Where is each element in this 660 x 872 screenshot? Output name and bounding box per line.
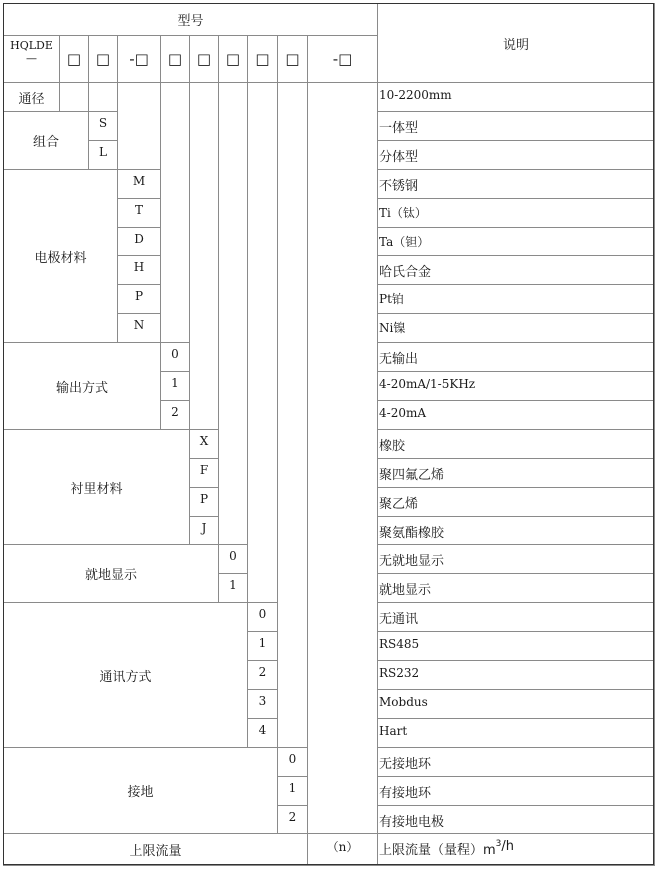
grounding-code: 1 — [277, 776, 308, 806]
description-title: 说明 — [377, 3, 655, 83]
model-prefix — [3, 35, 60, 83]
flow-desc-prefix: 上限流量（量程）m — [379, 843, 496, 858]
comm-description: Hart — [377, 718, 655, 748]
model-prefix-dash: — — [26, 52, 37, 65]
comm-code: 2 — [247, 660, 278, 690]
output-code: 0 — [160, 342, 190, 372]
electrode-description: Ti（钛） — [377, 198, 655, 228]
flow-label: 上限流量 — [3, 833, 308, 866]
display-code: 0 — [218, 544, 248, 574]
comm-description: 无通讯 — [377, 602, 655, 632]
display-label: 就地显示 — [3, 544, 219, 603]
comm-description: RS232 — [377, 660, 655, 690]
col-electrode-spacer — [117, 82, 161, 170]
flow-code: （n） — [307, 833, 378, 866]
model-prefix-code: HQLDE — [10, 39, 53, 52]
flow-desc-suffix: /h — [501, 839, 515, 854]
electrode-code: D — [117, 227, 161, 256]
electrode-code: N — [117, 313, 161, 343]
col-grounding-spacer — [277, 82, 308, 748]
diameter-label: 通径 — [3, 82, 60, 112]
slot-flow: -□ — [307, 35, 378, 83]
slot-grounding: □ — [247, 35, 278, 83]
comm-description: RS485 — [377, 631, 655, 661]
diameter-blank — [88, 82, 118, 112]
electrode-label: 电极材料 — [3, 169, 118, 343]
lining-label: 衬里材料 — [3, 429, 190, 545]
display-description: 无就地显示 — [377, 544, 655, 574]
slot-lining: □ — [160, 35, 190, 83]
diameter-blank — [59, 82, 89, 112]
electrode-code: T — [117, 198, 161, 228]
combination-description: 分体型 — [377, 140, 655, 170]
slot-combination: □ — [59, 35, 89, 83]
grounding-code: 2 — [277, 805, 308, 834]
col-lining-spacer — [189, 82, 219, 430]
electrode-code: H — [117, 255, 161, 285]
col-comm-spacer — [247, 82, 278, 603]
diameter-description: 10-2200mm — [377, 82, 655, 112]
lining-code: P — [189, 487, 219, 517]
display-code: 1 — [218, 573, 248, 603]
electrode-code: P — [117, 284, 161, 314]
output-description: 4-20mA/1-5KHz — [377, 371, 655, 401]
grounding-label: 接地 — [3, 747, 278, 834]
combination-description: 一体型 — [377, 111, 655, 141]
slot-output: -□ — [117, 35, 161, 83]
col-flow-spacer — [307, 82, 378, 834]
slot-extra: □ — [277, 35, 308, 83]
combination-code: S — [88, 111, 118, 141]
lining-description: 聚氨酯橡胶 — [377, 516, 655, 545]
lining-code: F — [189, 458, 219, 488]
grounding-code: 0 — [277, 747, 308, 777]
flow-description — [377, 833, 655, 866]
flow-desc-sup: 3 — [495, 839, 502, 849]
electrode-description: Ni镍 — [377, 313, 655, 343]
slot-display: □ — [189, 35, 219, 83]
electrode-description: 哈氏合金 — [377, 255, 655, 285]
combination-code: L — [88, 140, 118, 170]
slot-electrode: □ — [88, 35, 118, 83]
display-description: 就地显示 — [377, 573, 655, 603]
comm-label: 通讯方式 — [3, 602, 248, 748]
comm-code: 4 — [247, 718, 278, 748]
grounding-description: 有接地环 — [377, 776, 655, 806]
electrode-description: Ta（钽） — [377, 227, 655, 256]
output-description: 4-20mA — [377, 400, 655, 430]
slot-comm: □ — [218, 35, 248, 83]
combination-label: 组合 — [3, 111, 89, 170]
comm-code: 3 — [247, 689, 278, 719]
comm-code: 1 — [247, 631, 278, 661]
lining-description: 聚乙烯 — [377, 487, 655, 517]
output-label: 输出方式 — [3, 342, 161, 430]
grounding-description: 有接地电极 — [377, 805, 655, 834]
lining-description: 聚四氟乙烯 — [377, 458, 655, 488]
grounding-description: 无接地环 — [377, 747, 655, 777]
col-output-spacer — [160, 82, 190, 343]
electrode-description: Pt铂 — [377, 284, 655, 314]
output-description: 无输出 — [377, 342, 655, 372]
electrode-description: 不锈钢 — [377, 169, 655, 199]
comm-code: 0 — [247, 602, 278, 632]
lining-description: 橡胶 — [377, 429, 655, 459]
model-title: 型号 — [3, 3, 378, 36]
col-display-spacer — [218, 82, 248, 545]
output-code: 2 — [160, 400, 190, 430]
comm-description: Mobdus — [377, 689, 655, 719]
lining-code: X — [189, 429, 219, 459]
lining-code: J — [189, 516, 219, 545]
output-code: 1 — [160, 371, 190, 401]
electrode-code: M — [117, 169, 161, 199]
